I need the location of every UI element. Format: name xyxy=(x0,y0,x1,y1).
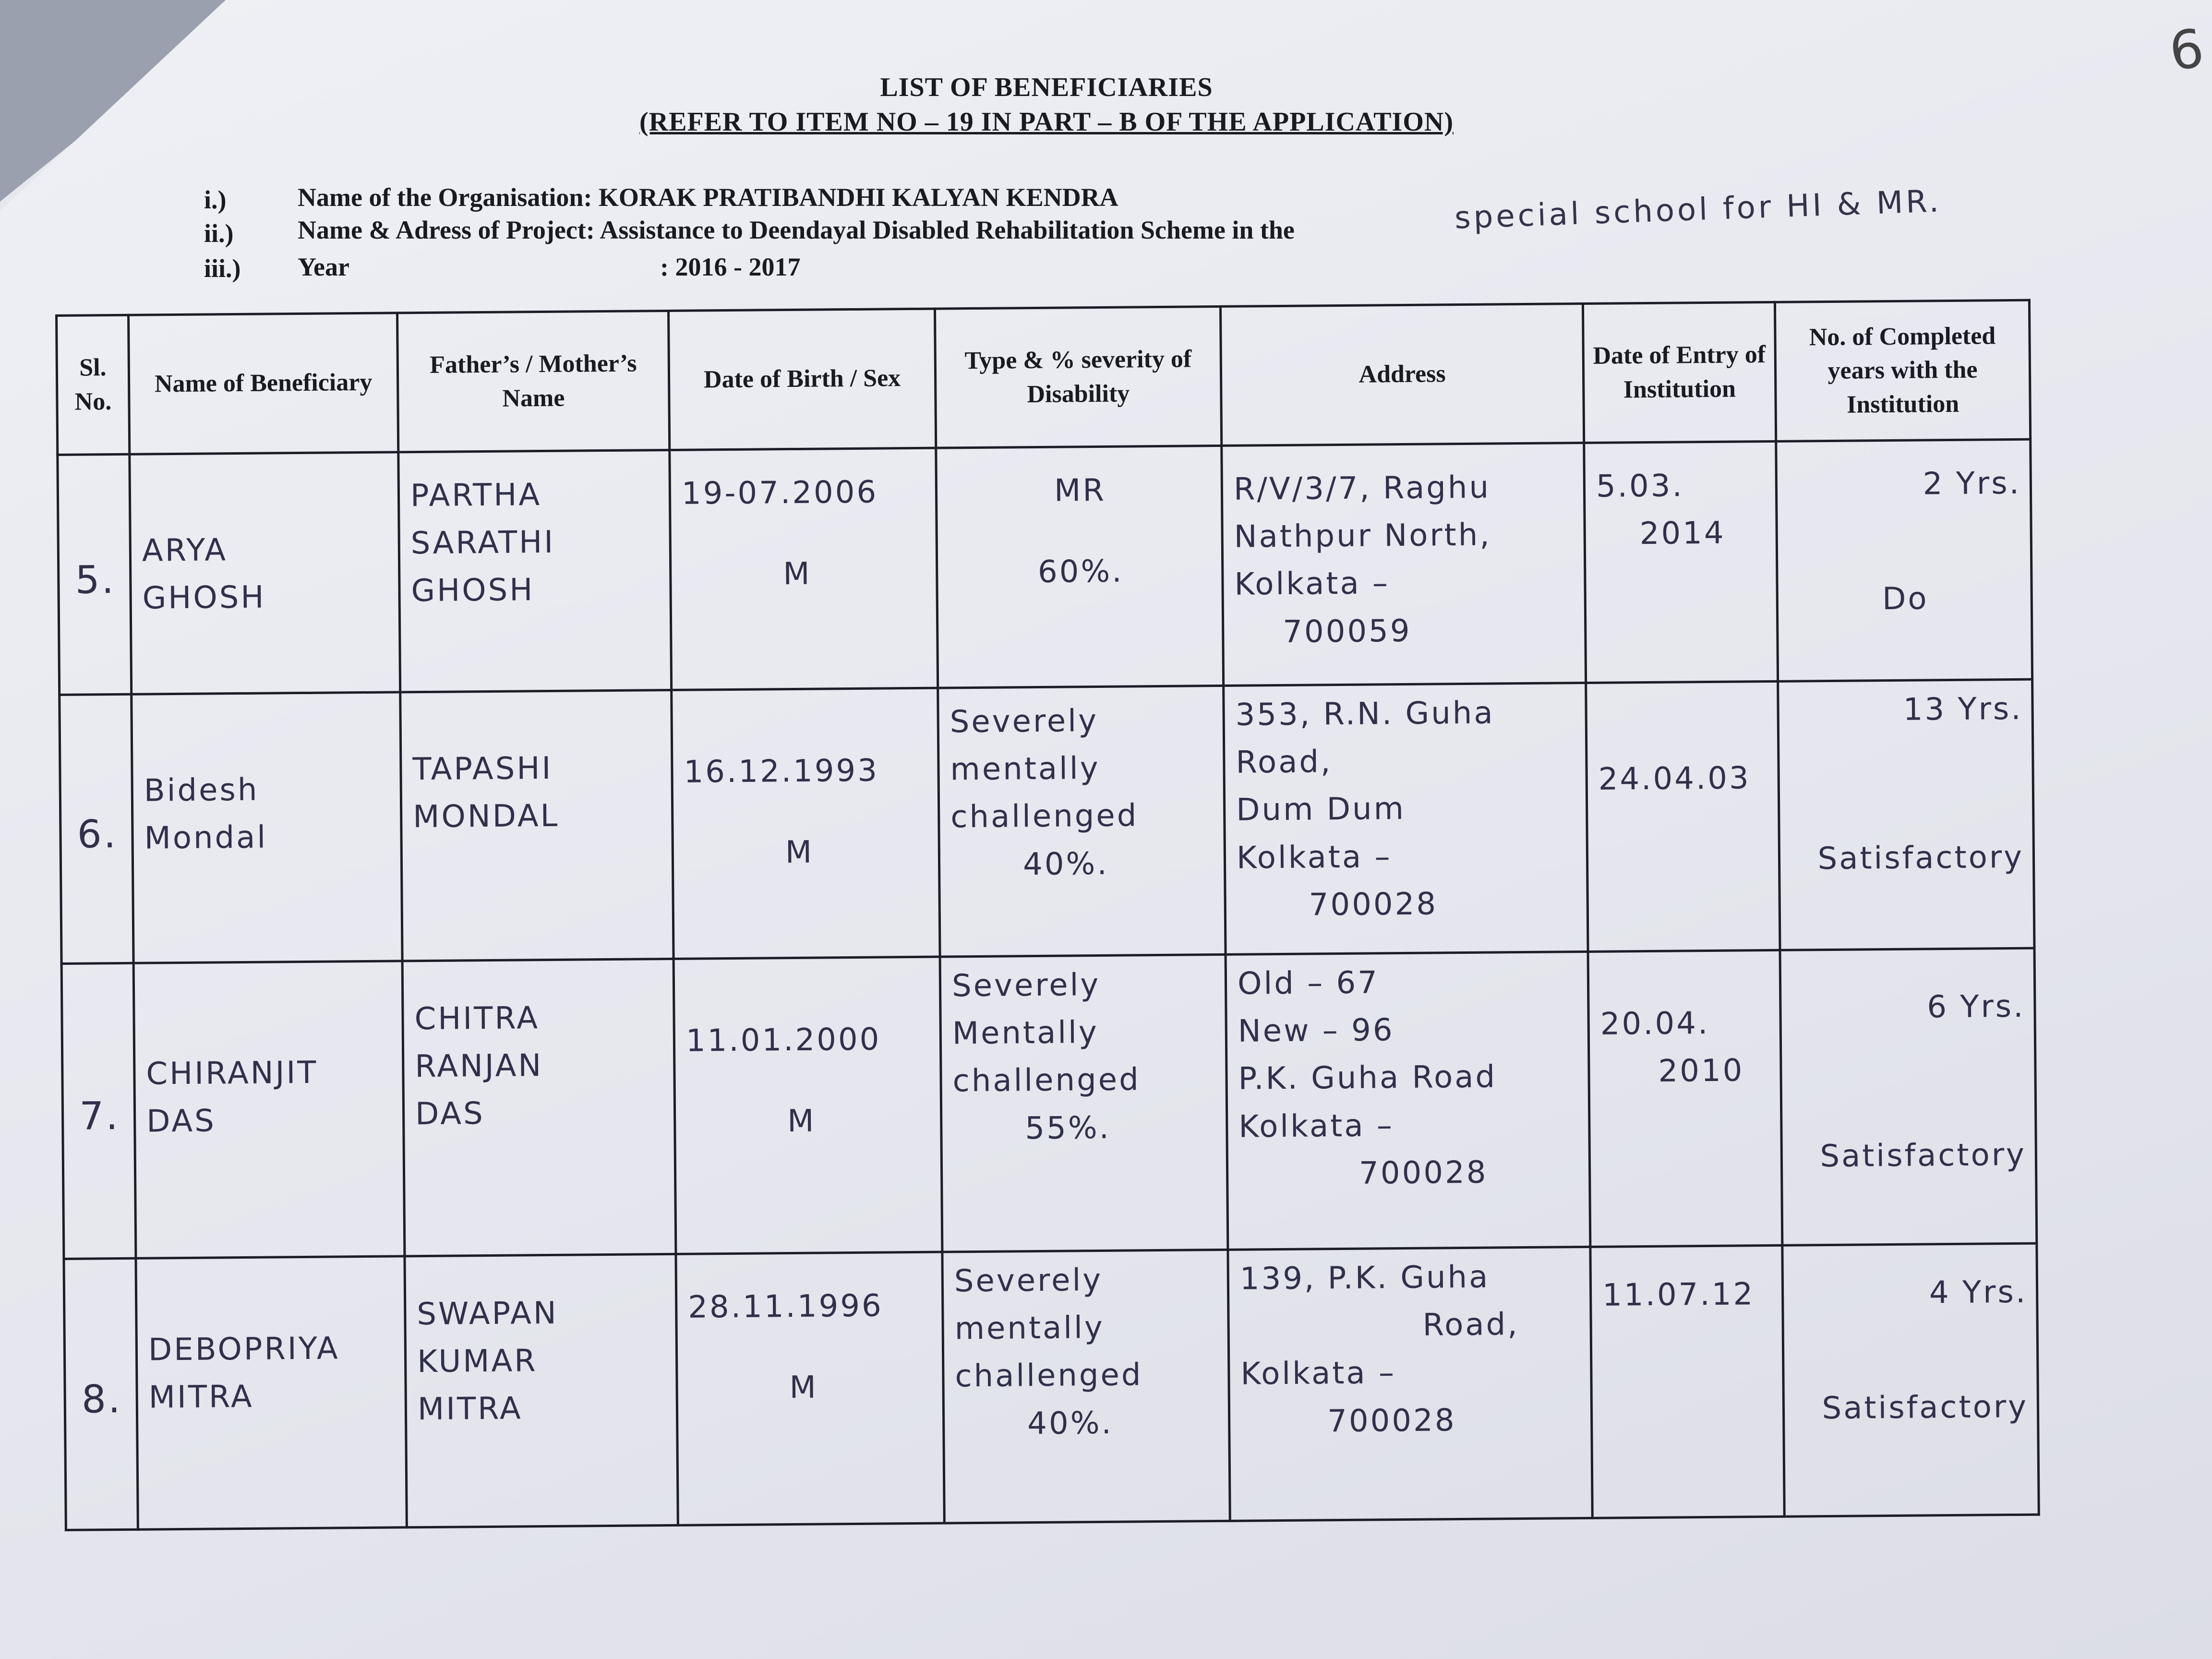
beneficiary-name xyxy=(133,961,405,1258)
address xyxy=(1222,443,1586,685)
dob-sex xyxy=(670,448,938,690)
disability-type: Severely xyxy=(951,967,1101,1004)
header-name: Name of Beneficiary xyxy=(129,313,398,454)
address-line: 700028 xyxy=(1358,1154,1488,1191)
parent-name xyxy=(400,690,673,961)
name-line: Mondal xyxy=(144,819,268,856)
sl-no: 7. xyxy=(61,963,136,1259)
name-line: GHOSH xyxy=(142,579,266,616)
table-header-row xyxy=(57,300,2031,455)
disability-type: challenged xyxy=(952,1062,1141,1099)
entry-line: 2010 xyxy=(1658,1053,1744,1090)
disability-percent: 40%. xyxy=(1027,1405,1114,1442)
completed-years xyxy=(1778,679,2034,950)
beneficiary-name xyxy=(136,1256,407,1529)
address-line: 700028 xyxy=(1327,1402,1456,1439)
address xyxy=(1224,683,1588,954)
entry-date xyxy=(1586,681,1780,951)
address-line: Kolkata – xyxy=(1236,839,1392,876)
dob-sex xyxy=(676,1252,944,1525)
disability xyxy=(938,685,1226,957)
header-disability: Type & % severity of Disability xyxy=(935,306,1221,448)
address-line: 700028 xyxy=(1309,886,1438,923)
name-line: DEBOPRIYA xyxy=(148,1331,340,1368)
document-title: LIST OF BENEFICIARIES xyxy=(880,72,1213,102)
date-of-birth: 16.12.1993 xyxy=(684,753,879,790)
address-line: 139, P.K. Guha xyxy=(1239,1259,1490,1297)
parent-line: GHOSH xyxy=(411,572,535,609)
disability-percent: 40%. xyxy=(1022,846,1109,882)
parent-line: SARATHI xyxy=(410,525,555,562)
project-name: Name & Adress of Project: Assistance to Deendayal Disabled Rehabilitation Scheme in the xyxy=(298,216,1295,244)
parent-name xyxy=(405,1254,678,1527)
parent-line: RANJAN xyxy=(415,1048,543,1085)
name-line: CHIRANJIT xyxy=(146,1055,318,1092)
info-number-3: iii.) xyxy=(204,254,241,283)
beneficiary-table xyxy=(55,299,2040,1531)
sex: M xyxy=(785,834,814,871)
disability-percent: 55%. xyxy=(1025,1110,1111,1146)
entry-date xyxy=(1588,950,1782,1247)
disability xyxy=(942,1250,1230,1523)
name-line: ARYA xyxy=(142,532,228,569)
completed-years xyxy=(1782,1243,2039,1516)
years-value: 13 Yrs. xyxy=(1903,691,2023,728)
year-label: Year xyxy=(298,252,349,281)
address-line: Kolkata – xyxy=(1240,1355,1396,1393)
address-line: Kolkata – xyxy=(1234,565,1390,603)
disability xyxy=(940,954,1228,1252)
name-line: DAS xyxy=(146,1103,216,1140)
address-line: P.K. Guha Road xyxy=(1238,1059,1497,1097)
page-number: 6 xyxy=(2165,17,2208,83)
years-value: 6 Yrs. xyxy=(1927,988,2025,1025)
disability xyxy=(936,445,1224,688)
address xyxy=(1226,951,1590,1250)
remark: Satisfactory xyxy=(1820,1137,2027,1175)
sl-no: 5. xyxy=(58,454,132,695)
document-subtitle: (REFER TO ITEM NO – 19 IN PART – B OF THE APPLICATION) xyxy=(639,107,1454,137)
address-line: 700059 xyxy=(1282,613,1412,650)
disability-percent: 60%. xyxy=(1037,553,1124,590)
sex: M xyxy=(787,1103,816,1140)
disability-type: Severely xyxy=(950,703,1099,740)
address xyxy=(1228,1247,1592,1521)
years-value: 4 Yrs. xyxy=(1929,1274,2028,1311)
parent-line: CHITRA xyxy=(414,1000,540,1037)
date-of-birth: 11.01.2000 xyxy=(685,1022,881,1059)
disability-type: challenged xyxy=(955,1357,1143,1395)
disability-type: mentally xyxy=(950,751,1100,788)
table-row xyxy=(58,439,2032,695)
organisation-name: Name of the Organisation: KORAK PRATIBANDHI KALYAN KENDRA xyxy=(298,183,1118,212)
project-handwritten-note: special school for HI & MR. xyxy=(1454,183,1942,236)
parent-line: TAPASHI xyxy=(412,750,553,788)
address-line: Road, xyxy=(1422,1307,1519,1343)
completed-years xyxy=(1776,439,2032,681)
header-address: Address xyxy=(1220,304,1584,446)
table-row xyxy=(64,1243,2039,1530)
header-parent-name: Father’s / Mother’s Name xyxy=(397,311,669,452)
header-sl-no: Sl. No. xyxy=(57,315,130,455)
years-value: 2 Yrs. xyxy=(1923,465,2021,502)
entry-date xyxy=(1584,441,1778,683)
address-line: Old – 67 xyxy=(1237,965,1380,1002)
remark: Satisfactory xyxy=(1817,840,2024,877)
entry-line: 2014 xyxy=(1639,515,1726,552)
parent-name xyxy=(398,450,672,692)
name-line: MITRA xyxy=(148,1379,254,1416)
parent-line: MITRA xyxy=(417,1391,523,1428)
sl-no: 8. xyxy=(64,1258,138,1530)
parent-line: DAS xyxy=(415,1096,485,1132)
address-line: 353, R.N. Guha xyxy=(1235,695,1495,733)
date-of-birth: 28.11.1996 xyxy=(687,1288,884,1325)
dob-sex xyxy=(673,957,942,1254)
entry-line: 24.04.03 xyxy=(1598,760,1751,797)
disability-type: Severely xyxy=(954,1262,1103,1299)
parent-line: MONDAL xyxy=(412,798,560,835)
year-value: : 2016 - 2017 xyxy=(660,252,801,281)
address-line: Dum Dum xyxy=(1236,791,1406,829)
address-line: New – 96 xyxy=(1238,1012,1395,1049)
entry-line: 5.03. xyxy=(1596,468,1684,505)
sex: M xyxy=(783,556,812,592)
remark: Satisfactory xyxy=(1822,1389,2029,1427)
dob-sex xyxy=(672,688,940,959)
address-line: Kolkata – xyxy=(1238,1107,1395,1145)
header-years: No. of Completed years with the Institution xyxy=(1775,300,2030,441)
table-row xyxy=(60,679,2034,963)
info-number-1: i.) xyxy=(204,185,227,214)
beneficiary-name xyxy=(130,452,400,694)
remark: Do xyxy=(1882,581,1929,617)
header-dob-sex: Date of Birth / Sex xyxy=(668,309,936,450)
header-entry-date: Date of Entry of Institution xyxy=(1583,302,1776,443)
parent-line: KUMAR xyxy=(417,1343,538,1380)
disability-type: Mentally xyxy=(952,1015,1099,1052)
info-number-2: ii.) xyxy=(204,219,234,248)
disability-type: MR xyxy=(1054,472,1106,509)
disability-type: mentally xyxy=(954,1310,1105,1347)
sex: M xyxy=(789,1370,818,1406)
completed-years xyxy=(1780,948,2037,1245)
table-row xyxy=(61,948,2037,1259)
parent-line: SWAPAN xyxy=(417,1295,559,1333)
parent-line: PARTHA xyxy=(410,477,542,514)
address-line: R/V/3/7, Raghu xyxy=(1233,469,1491,507)
address-line: Nathpur North, xyxy=(1234,517,1491,555)
disability-type: challenged xyxy=(950,798,1139,835)
sl-no: 6. xyxy=(60,694,133,963)
date-of-birth: 19-07.2006 xyxy=(681,474,878,512)
parent-name xyxy=(402,959,676,1256)
entry-line: 20.04. xyxy=(1600,1005,1710,1042)
entry-date xyxy=(1590,1245,1784,1518)
entry-line: 11.07.12 xyxy=(1602,1276,1755,1313)
name-line: Bidesh xyxy=(144,772,259,809)
beneficiary-name xyxy=(132,692,402,963)
address-line: Road, xyxy=(1236,744,1333,781)
